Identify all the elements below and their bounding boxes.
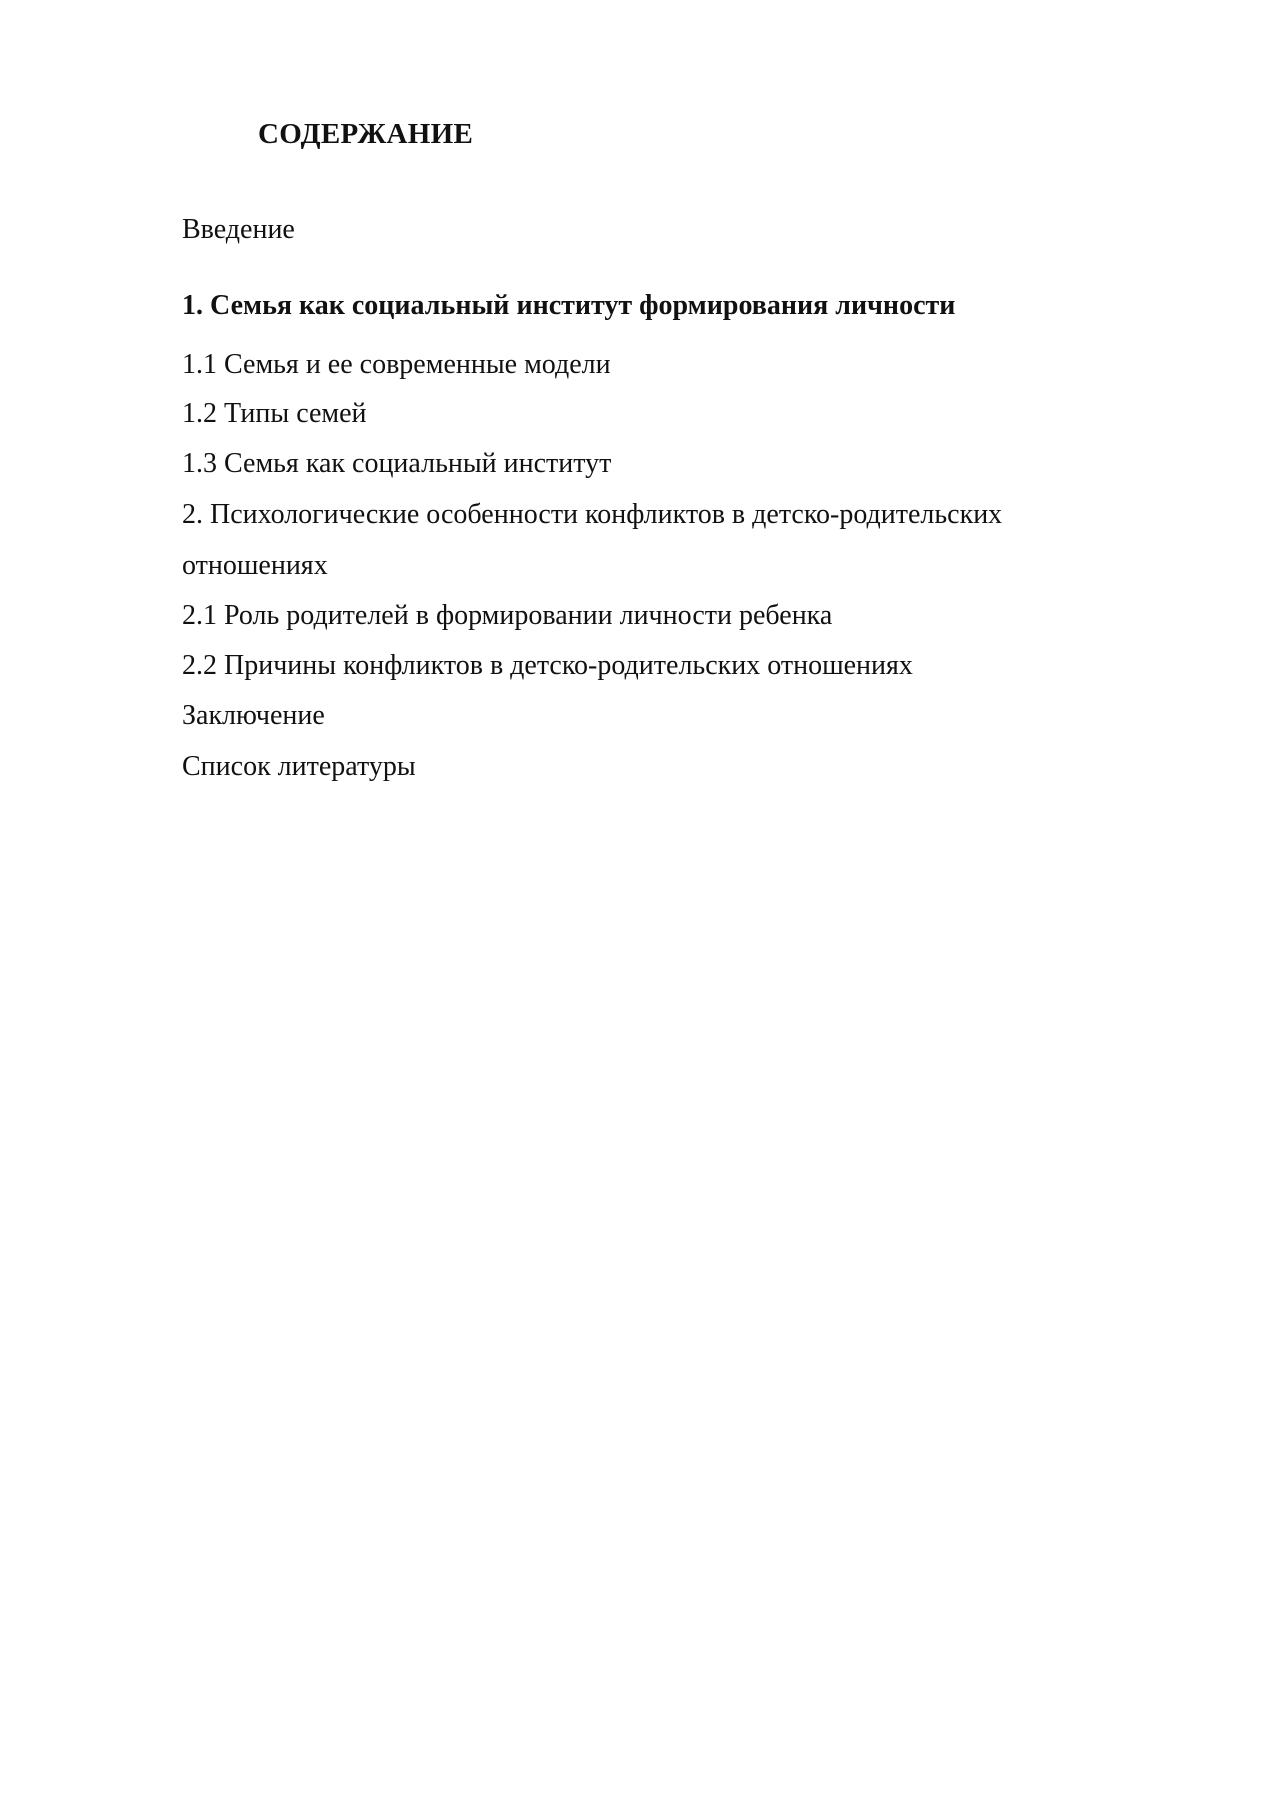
toc-entry-1-3: 1.3 Семья как социальный институт xyxy=(182,448,612,479)
toc-entry-1-1: 1.1 Семья и ее современные модели xyxy=(182,349,611,380)
page-title: СОДЕРЖАНИЕ xyxy=(258,118,474,150)
toc-entry-2-1: 2.1 Роль родителей в формировании личности ребенка xyxy=(182,600,833,631)
toc-entry-1-2: 1.2 Типы семей xyxy=(182,398,367,429)
toc-entry-chapter-2: 2. Психологические особенности конфликтов в детско-родительских xyxy=(182,499,1003,530)
toc-entry-introduction: Введение xyxy=(182,214,295,245)
toc-entry-chapter-1: 1. Семья как социальный институт формирования личности xyxy=(182,290,956,321)
toc-entry-references: Список литературы xyxy=(182,751,416,782)
toc-entry-2-2: 2.2 Причины конфликтов в детско-родительских отношениях xyxy=(182,650,913,681)
toc-entry-chapter-2-continued: отношениях xyxy=(182,550,328,581)
toc-entry-conclusion: Заключение xyxy=(182,700,325,731)
